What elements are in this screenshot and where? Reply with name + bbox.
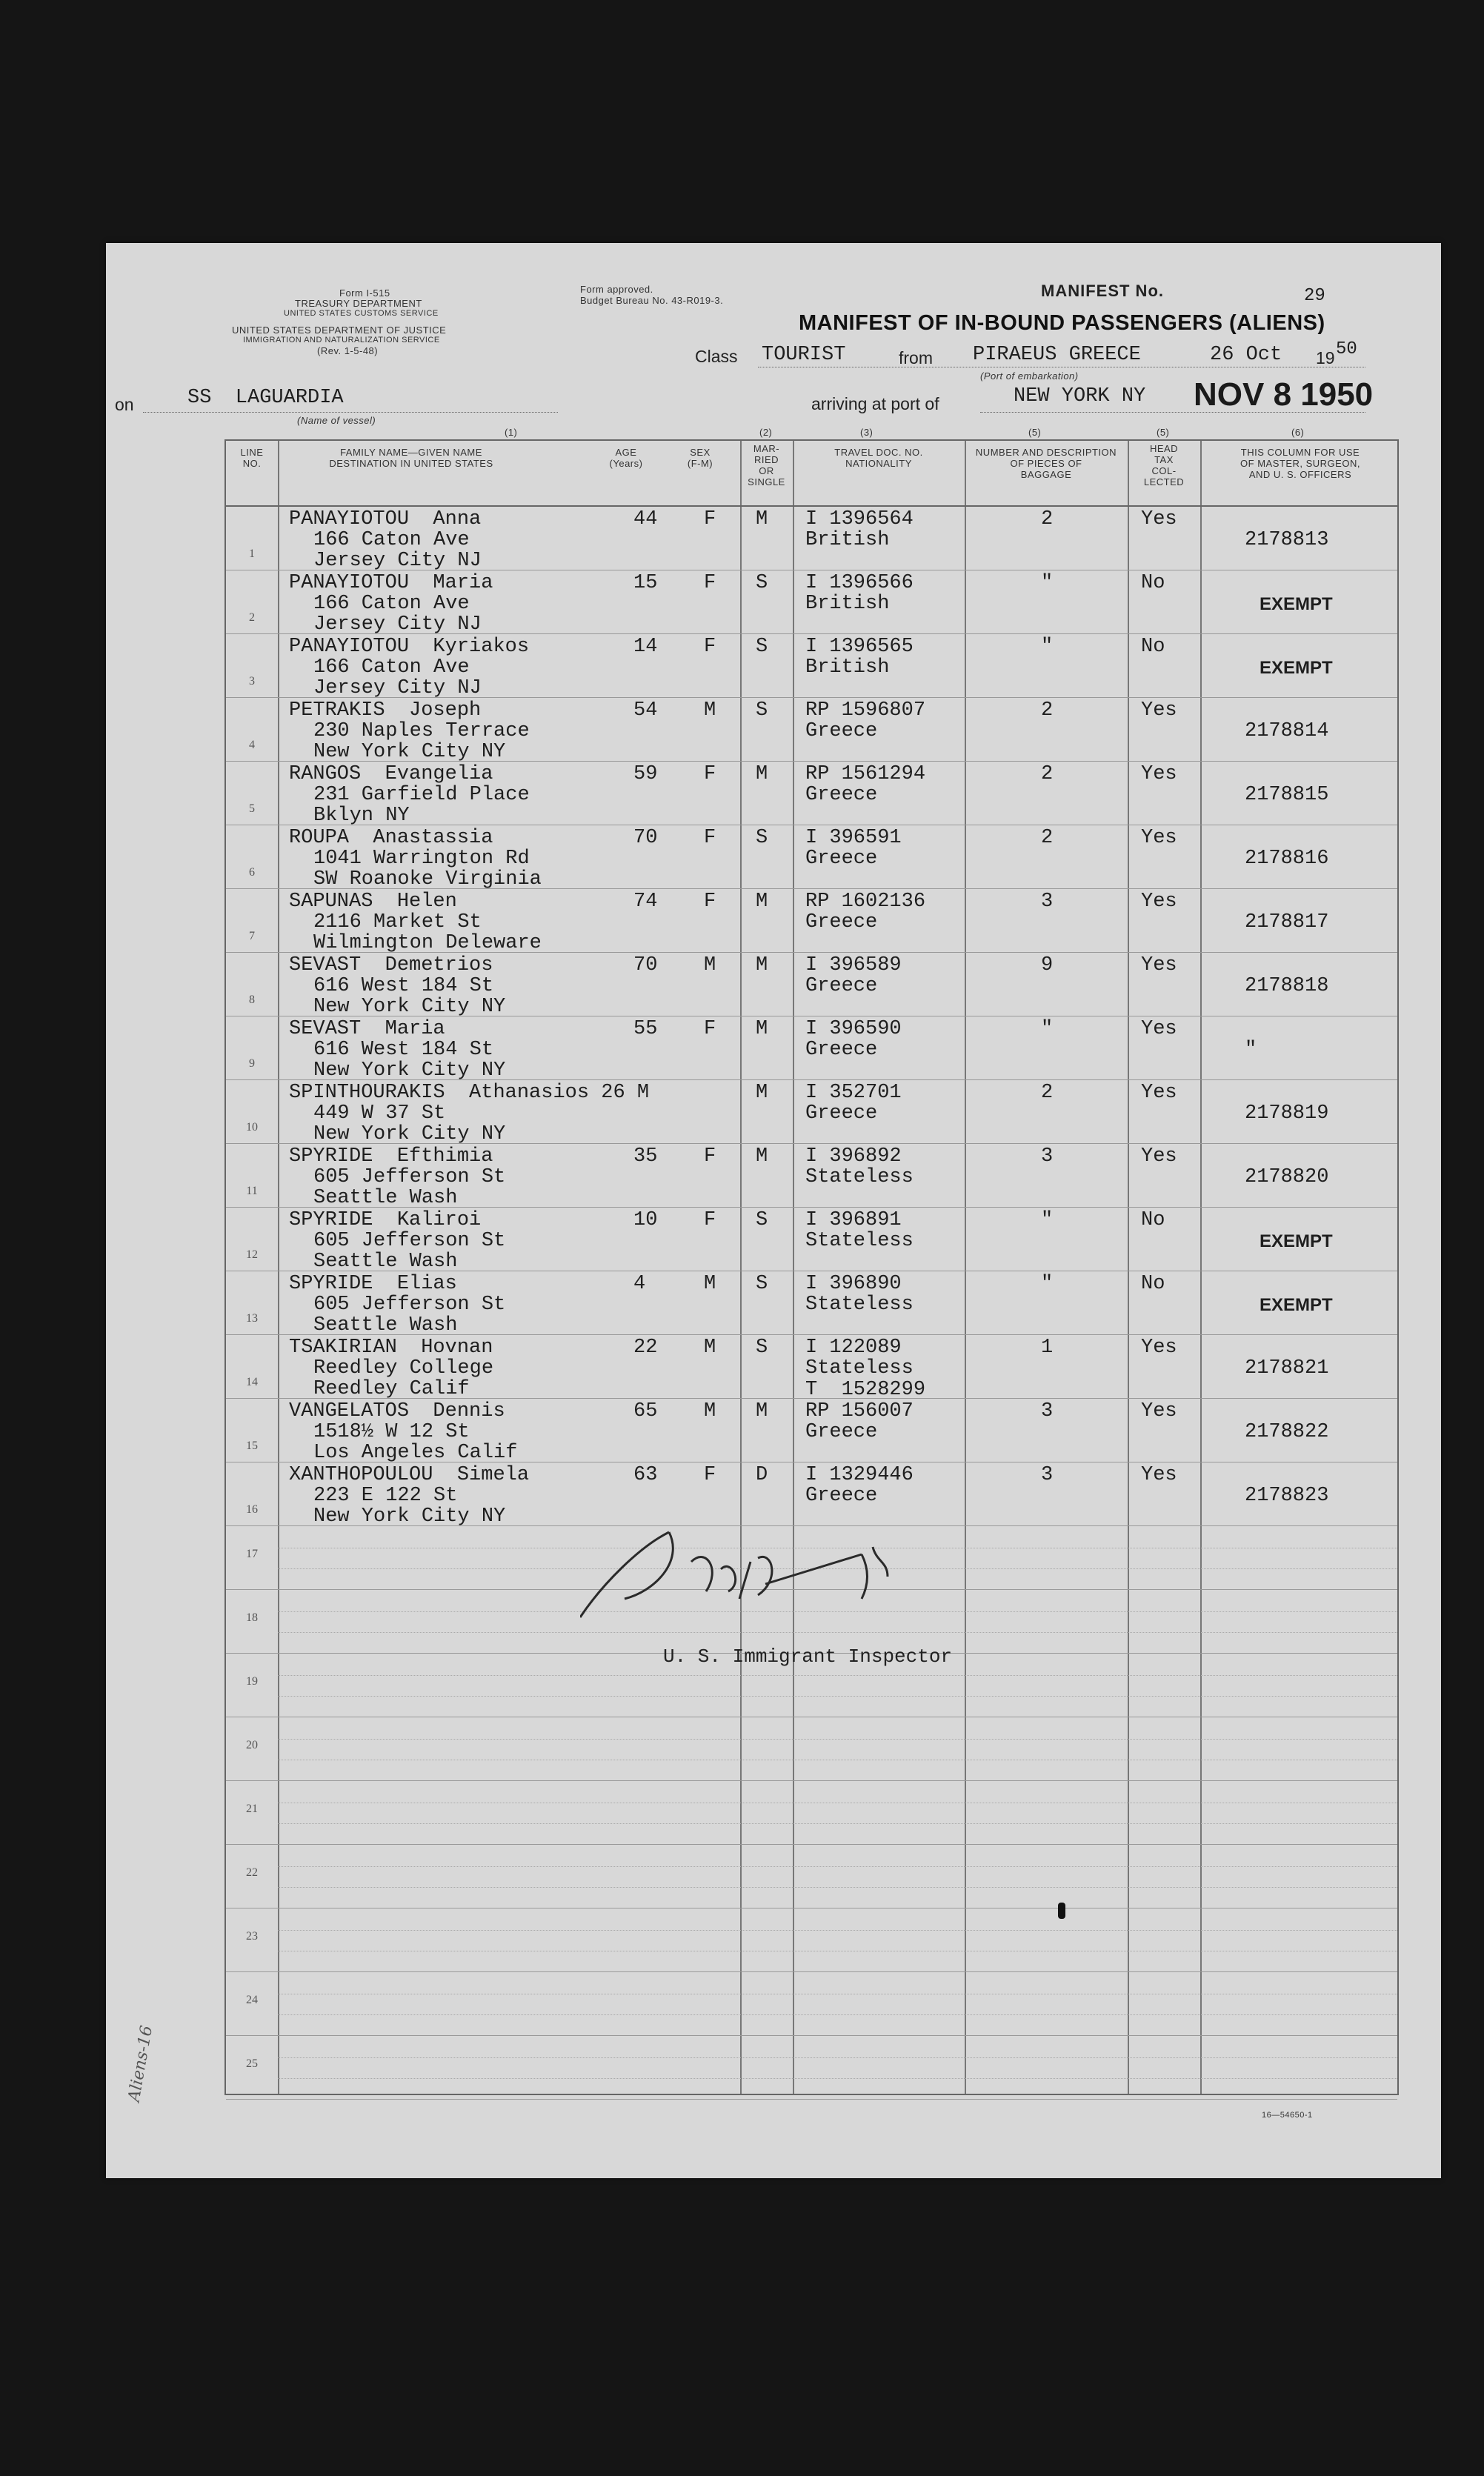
officer-number: 2178820 <box>1245 1166 1329 1188</box>
arrival-port: NEW YORK NY <box>1014 385 1146 407</box>
travel-doc-number: I 396589 <box>805 954 902 976</box>
col-num-2: (2) <box>759 427 773 438</box>
sex-value: M <box>704 1400 716 1422</box>
sex-value: F <box>704 891 716 913</box>
sex-value: M <box>704 954 716 976</box>
line-number: 9 <box>249 1057 255 1070</box>
marital-status: S <box>756 699 768 722</box>
line-number: 21 <box>246 1803 258 1815</box>
baggage-count: 2 <box>1041 827 1054 849</box>
table-row <box>226 571 1397 635</box>
passenger-name: SPYRIDE Elias <box>289 1273 457 1295</box>
col-head-age: AGE (Years) <box>609 447 643 469</box>
address-street: 616 West 184 St <box>313 975 494 997</box>
officer-number: 2178821 <box>1245 1357 1329 1380</box>
sex-value: M <box>704 699 716 722</box>
address-city: Los Angeles Calif <box>313 1442 518 1464</box>
col-num-3: (3) <box>860 427 874 438</box>
line-number: 15 <box>246 1440 258 1452</box>
marital-status: S <box>756 1273 768 1295</box>
col-head-married: MAR- RIED OR SINGLE <box>748 443 785 487</box>
head-tax: No <box>1141 1273 1165 1295</box>
travel-doc-number: I 1396566 <box>805 572 914 594</box>
line-number: 13 <box>246 1312 258 1325</box>
line-number: 23 <box>246 1930 258 1943</box>
table-row <box>226 954 1397 1017</box>
line-number: 8 <box>249 994 255 1006</box>
address-city: Jersey City NJ <box>313 613 482 636</box>
age-value: 54 <box>633 699 658 722</box>
travel-doc-number: RP 156007 <box>805 1400 914 1422</box>
address-street: 616 West 184 St <box>313 1039 494 1061</box>
baggage-count: 2 <box>1041 1082 1054 1104</box>
baggage-count: 3 <box>1041 1145 1054 1168</box>
marital-status: M <box>756 1018 768 1040</box>
passenger-name: SAPUNAS Helen <box>289 891 457 913</box>
head-tax: Yes <box>1141 1145 1177 1168</box>
passenger-name: RANGOS Evangelia <box>289 763 493 785</box>
address-street: Reedley College <box>313 1357 494 1380</box>
ins-service: IMMIGRATION AND NATURALIZATION SERVICE <box>243 336 440 345</box>
line-number: 12 <box>246 1248 258 1261</box>
address-street: 605 Jefferson St <box>313 1166 506 1188</box>
nationality: British <box>805 529 890 551</box>
sex-value: F <box>704 827 716 849</box>
passenger-name: SPYRIDE Efthimia <box>289 1145 493 1168</box>
from-label: from <box>899 348 933 367</box>
passenger-name: TSAKIRIAN Hovnan <box>289 1337 493 1359</box>
line-number: 24 <box>246 1994 258 2006</box>
marital-status: M <box>756 954 768 976</box>
travel-doc-number: I 352701 <box>805 1082 902 1104</box>
col-num-5b: (5) <box>1157 427 1170 438</box>
officer-number: 2178818 <box>1245 975 1329 997</box>
marital-status: M <box>756 1082 768 1104</box>
nationality: Greece <box>805 911 878 934</box>
baggage-count: 3 <box>1041 891 1054 913</box>
baggage-count: " <box>1041 572 1054 594</box>
empty-table-row <box>226 1527 1397 1591</box>
manifest-number: 29 <box>1304 286 1325 306</box>
head-tax: Yes <box>1141 891 1177 913</box>
sex-value: F <box>704 1018 716 1040</box>
col-head-line: LINE NO. <box>240 447 264 469</box>
arrival-date-stamp: NOV 8 1950 <box>1194 376 1374 413</box>
address-city: Jersey City NJ <box>313 550 482 572</box>
col-num-5: (5) <box>1028 427 1042 438</box>
age-value: 70 <box>633 954 658 976</box>
travel-doc-number: I 1396565 <box>805 636 914 658</box>
passenger-name: SPINTHOURAKIS Athanasios 26 M <box>289 1082 650 1104</box>
empty-table-row <box>226 2037 1397 2100</box>
exempt-stamp: EXEMPT <box>1260 1231 1333 1251</box>
age-value: 35 <box>633 1145 658 1168</box>
passenger-name: PANAYIOTOU Kyriakos <box>289 636 530 658</box>
travel-doc-number: I 396591 <box>805 827 902 849</box>
line-number: 4 <box>249 739 255 751</box>
head-tax: Yes <box>1141 954 1177 976</box>
address-street: 231 Garfield Place <box>313 784 530 806</box>
line-number: 22 <box>246 1866 258 1879</box>
nationality: Stateless T 1528299 <box>805 1357 926 1401</box>
line-number: 5 <box>249 802 255 815</box>
col-head-travel: TRAVEL DOC. NO. NATIONALITY <box>834 447 923 469</box>
address-city: Seattle Wash <box>313 1251 458 1273</box>
address-city: Bklyn NY <box>313 805 410 827</box>
embarkation-date: 26 Oct <box>1210 344 1282 366</box>
form-approved: Form approved. <box>580 284 653 295</box>
nationality: Greece <box>805 1039 878 1061</box>
officer-number: 2178813 <box>1245 529 1329 551</box>
vessel-caption: (Name of vessel) <box>297 415 376 426</box>
travel-doc-number: I 122089 <box>805 1337 902 1359</box>
sex-value: F <box>704 508 716 530</box>
marital-status: S <box>756 1337 768 1359</box>
sex-value: F <box>704 763 716 785</box>
nationality: Stateless <box>805 1294 914 1316</box>
sex-value: M <box>704 1273 716 1295</box>
nationality: Greece <box>805 975 878 997</box>
age-value: 22 <box>633 1337 658 1359</box>
age-value: 65 <box>633 1400 658 1422</box>
table-row <box>226 1272 1397 1336</box>
marital-status: M <box>756 508 768 530</box>
travel-doc-number: I 396892 <box>805 1145 902 1168</box>
baggage-count: 2 <box>1041 508 1054 530</box>
table-row <box>226 635 1397 699</box>
class-label: Class <box>695 347 738 366</box>
sex-value: F <box>704 572 716 594</box>
officer-number: 2178816 <box>1245 848 1329 870</box>
sex-value: F <box>704 1209 716 1231</box>
col-head-sex: SEX (F-M) <box>687 447 713 469</box>
col-num-1: (1) <box>505 427 518 438</box>
address-street: 605 Jefferson St <box>313 1230 506 1252</box>
nationality: Stateless <box>805 1230 914 1252</box>
baggage-count: 3 <box>1041 1464 1054 1486</box>
passenger-name: SEVAST Maria <box>289 1018 445 1040</box>
head-tax: Yes <box>1141 1337 1177 1359</box>
col-head-officers: THIS COLUMN FOR USE OF MASTER, SURGEON, AND U. S. OFFICERS <box>1240 447 1360 480</box>
marital-status: M <box>756 1400 768 1422</box>
line-number: 17 <box>246 1548 258 1560</box>
age-value: 70 <box>633 827 658 849</box>
empty-table-row <box>226 1973 1397 2037</box>
nationality: Greece <box>805 1485 878 1507</box>
baggage-count: " <box>1041 1018 1054 1040</box>
baggage-count: 3 <box>1041 1400 1054 1422</box>
address-city: Reedley Calif <box>313 1378 470 1400</box>
marital-status: M <box>756 1145 768 1168</box>
address-city: New York City NY <box>313 1505 506 1528</box>
col-num-6: (6) <box>1291 427 1305 438</box>
baggage-count: " <box>1041 1273 1054 1295</box>
customs-service: UNITED STATES CUSTOMS SERVICE <box>284 309 439 318</box>
nationality: Greece <box>805 720 878 742</box>
passenger-name: SEVAST Demetrios <box>289 954 493 976</box>
line-number: 6 <box>249 866 255 879</box>
nationality: Greece <box>805 848 878 870</box>
sex-value: F <box>704 636 716 658</box>
margin-note: Aliens-16 <box>124 2024 157 2103</box>
nationality: British <box>805 656 890 679</box>
baggage-count: 2 <box>1041 699 1054 722</box>
baggage-count: 9 <box>1041 954 1054 976</box>
baggage-count: 1 <box>1041 1337 1054 1359</box>
col-head-baggage: NUMBER AND DESCRIPTION OF PIECES OF BAGGAGE <box>975 447 1117 480</box>
head-tax: No <box>1141 572 1165 594</box>
table-row <box>226 1400 1397 1463</box>
marital-status: M <box>756 763 768 785</box>
baggage-count: 2 <box>1041 763 1054 785</box>
head-tax: No <box>1141 636 1165 658</box>
line-number: 25 <box>246 2057 258 2070</box>
passenger-name: ROUPA Anastassia <box>289 827 493 849</box>
line-number: 10 <box>246 1121 258 1134</box>
passenger-name: PETRAKIS Joseph <box>289 699 482 722</box>
year-prefix: 19 <box>1316 348 1335 367</box>
line-number: 14 <box>246 1376 258 1388</box>
head-tax: Yes <box>1141 763 1177 785</box>
age-value: 59 <box>633 763 658 785</box>
line-number: 2 <box>249 611 255 624</box>
passenger-name: XANTHOPOULOU Simela <box>289 1464 530 1486</box>
sex-value: F <box>704 1464 716 1486</box>
head-tax: No <box>1141 1209 1165 1231</box>
line-number: 19 <box>246 1675 258 1688</box>
head-tax: Yes <box>1141 508 1177 530</box>
nationality: Greece <box>805 1421 878 1443</box>
exempt-stamp: EXEMPT <box>1260 658 1333 678</box>
footer-code: 16—54650-1 <box>1262 2111 1313 2120</box>
empty-table-row <box>226 1846 1397 1909</box>
arriving-label: arriving at port of <box>811 394 939 413</box>
head-tax: Yes <box>1141 1464 1177 1486</box>
col-head-tax: HEAD TAX COL- LECTED <box>1143 443 1185 487</box>
manifest-label: MANIFEST No. <box>1041 282 1164 300</box>
officer-number: 2178817 <box>1245 911 1329 934</box>
address-city: New York City NY <box>313 1123 506 1145</box>
marital-status: M <box>756 891 768 913</box>
address-street: 166 Caton Ave <box>313 656 470 679</box>
line-number: 20 <box>246 1739 258 1751</box>
nationality: Greece <box>805 784 878 806</box>
justice-dept: UNITED STATES DEPARTMENT OF JUSTICE <box>232 325 447 336</box>
head-tax: Yes <box>1141 1018 1177 1040</box>
address-city: New York City NY <box>313 741 506 763</box>
table-row <box>226 762 1397 826</box>
baggage-count: " <box>1041 1209 1054 1231</box>
address-street: 605 Jefferson St <box>313 1294 506 1316</box>
sex-value: F <box>704 1145 716 1168</box>
address-street: 449 W 37 St <box>313 1102 446 1125</box>
travel-doc-number: RP 1561294 <box>805 763 926 785</box>
manifest-sheet <box>106 243 1441 2178</box>
age-value: 15 <box>633 572 658 594</box>
officer-number: 2178819 <box>1245 1102 1329 1125</box>
line-number: 11 <box>246 1185 258 1197</box>
officer-number: 2178815 <box>1245 784 1329 806</box>
table-row <box>226 699 1397 762</box>
marital-status: S <box>756 827 768 849</box>
table-row <box>226 1081 1397 1145</box>
rev-date: (Rev. 1-5-48) <box>317 345 379 356</box>
empty-table-row <box>226 1782 1397 1846</box>
address-city: Seattle Wash <box>313 1187 458 1209</box>
table-row <box>226 890 1397 954</box>
passenger-name: PANAYIOTOU Maria <box>289 572 493 594</box>
passenger-name: PANAYIOTOU Anna <box>289 508 482 530</box>
address-street: 223 E 122 St <box>313 1485 458 1507</box>
travel-doc-number: I 1396564 <box>805 508 914 530</box>
manifest-title: MANIFEST OF IN-BOUND PASSENGERS (ALIENS) <box>799 311 1325 335</box>
travel-doc-number: I 396891 <box>805 1209 902 1231</box>
form-id: Form I-515 <box>339 287 390 299</box>
address-city: Jersey City NJ <box>313 677 482 699</box>
marital-status: D <box>756 1464 768 1486</box>
table-row <box>226 1017 1397 1081</box>
head-tax: Yes <box>1141 827 1177 849</box>
age-value: 74 <box>633 891 658 913</box>
address-city: Wilmington Deleware <box>313 932 542 954</box>
inspector-caption: U. S. Immigrant Inspector <box>663 1645 953 1668</box>
passenger-table <box>224 439 1399 2095</box>
vessel-name: SS LAGUARDIA <box>187 387 344 409</box>
travel-doc-number: RP 1602136 <box>805 891 926 913</box>
address-street: 230 Naples Terrace <box>313 720 530 742</box>
officer-number: 2178814 <box>1245 720 1329 742</box>
address-street: 166 Caton Ave <box>313 593 470 615</box>
travel-doc-number: I 396890 <box>805 1273 902 1295</box>
empty-table-row <box>226 1718 1397 1782</box>
embarkation-caption: (Port of embarkation) <box>980 370 1079 382</box>
travel-doc-number: I 1329446 <box>805 1464 914 1486</box>
head-tax: Yes <box>1141 699 1177 722</box>
line-number: 7 <box>249 930 255 942</box>
address-city: SW Roanoke Virginia <box>313 868 542 891</box>
table-row <box>226 507 1397 571</box>
exempt-stamp: EXEMPT <box>1260 1295 1333 1315</box>
age-value: 55 <box>633 1018 658 1040</box>
line-number: 16 <box>246 1503 258 1516</box>
marital-status: S <box>756 572 768 594</box>
address-city: New York City NY <box>313 996 506 1018</box>
officer-number: 2178822 <box>1245 1421 1329 1443</box>
age-value: 4 <box>633 1273 646 1295</box>
address-street: 1518½ W 12 St <box>313 1421 470 1443</box>
sex-value: M <box>704 1337 716 1359</box>
address-city: New York City NY <box>313 1059 506 1082</box>
age-value: 14 <box>633 636 658 658</box>
address-city: Seattle Wash <box>313 1314 458 1337</box>
travel-doc-number: RP 1596807 <box>805 699 926 722</box>
nationality: Greece <box>805 1102 878 1125</box>
officer-number: " <box>1245 1039 1257 1061</box>
treasury-dept: TREASURY DEPARTMENT <box>295 298 422 309</box>
baggage-count: " <box>1041 636 1054 658</box>
marital-status: S <box>756 636 768 658</box>
age-value: 10 <box>633 1209 658 1231</box>
address-street: 166 Caton Ave <box>313 529 470 551</box>
budget-bureau: Budget Bureau No. 43-R019-3. <box>580 295 724 306</box>
passenger-name: SPYRIDE Kaliroi <box>289 1209 482 1231</box>
empty-table-row <box>226 1909 1397 1973</box>
table-row <box>226 826 1397 890</box>
head-tax: Yes <box>1141 1082 1177 1104</box>
age-value: 63 <box>633 1464 658 1486</box>
address-street: 2116 Market St <box>313 911 482 934</box>
line-number: 1 <box>249 548 255 560</box>
on-label: on <box>115 395 134 414</box>
table-row <box>226 1336 1397 1400</box>
exempt-stamp: EXEMPT <box>1260 594 1333 614</box>
head-tax: Yes <box>1141 1400 1177 1422</box>
table-row <box>226 1208 1397 1272</box>
marital-status: S <box>756 1209 768 1231</box>
line-number: 3 <box>249 675 255 688</box>
age-value: 44 <box>633 508 658 530</box>
class-value: TOURIST <box>762 344 846 366</box>
embarkation-port: PIRAEUS GREECE <box>973 344 1141 366</box>
travel-doc-number: I 396590 <box>805 1018 902 1040</box>
table-row <box>226 1463 1397 1527</box>
year-suffix: 50 <box>1336 339 1357 359</box>
address-street: 1041 Warrington Rd <box>313 848 530 870</box>
passenger-name: VANGELATOS Dennis <box>289 1400 505 1422</box>
line-number: 18 <box>246 1611 258 1624</box>
officer-number: 2178823 <box>1245 1485 1329 1507</box>
nationality: Stateless <box>805 1166 914 1188</box>
nationality: British <box>805 593 890 615</box>
col-head-name: FAMILY NAME—GIVEN NAME DESTINATION IN UNITED STATES <box>329 447 493 469</box>
table-row <box>226 1145 1397 1208</box>
